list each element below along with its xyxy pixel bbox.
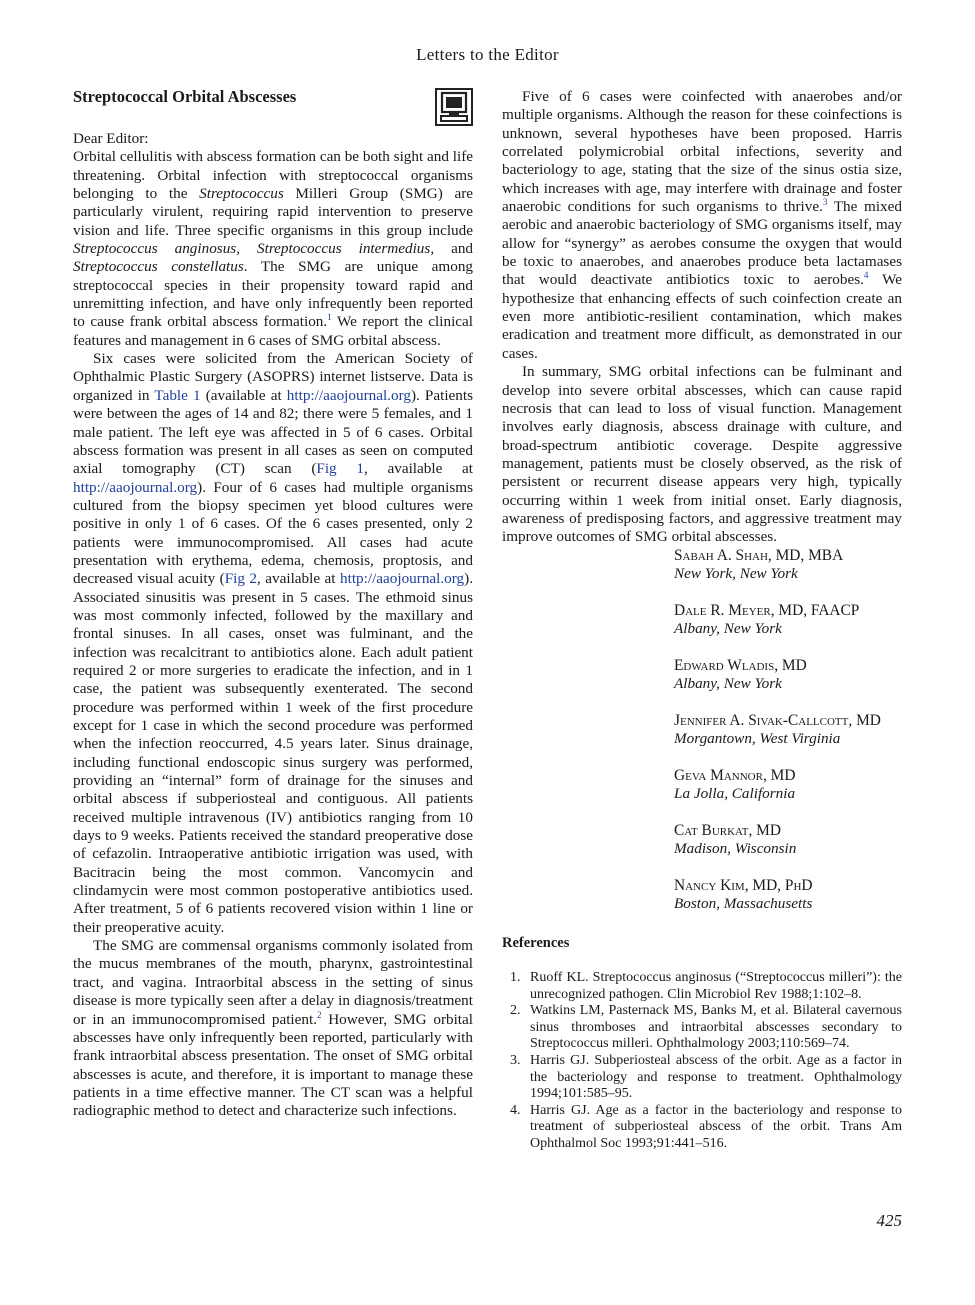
signature: [674, 767, 902, 804]
reference-item: [502, 1053, 902, 1103]
reference-number: 3.: [510, 1053, 521, 1069]
references-heading: References: [502, 934, 570, 951]
author-name: Sabah A. Shah, MD, MBA: [674, 546, 844, 564]
p4-text-1: Five of 6 cases were coinfected with anaerobes and/or multiple organisms. Although the reason for these coinfections is unknown, several hypotheses have been proposed. Harris correlated polymicrobial orbital infections, severity and bacteriology to age, stating that the size of the sinus ostia size, which increases with age, may interfere with drainage and foster anaerobic conditions for such organisms to thrive.: [502, 88, 902, 216]
citation-1[interactable]: 1: [327, 312, 332, 323]
signature: [674, 822, 902, 859]
signature: [674, 547, 902, 584]
author-location: Boston, Massachusetts: [674, 895, 813, 913]
author-name: Edward Wladis, MD: [674, 656, 807, 674]
signature-block: [674, 547, 902, 914]
p1-text-1: Orbital cellulitis with abscess formation can be both sight and life threatening. Orbital infection with streptococcal organisms belonging to the: [73, 148, 473, 203]
signature: [674, 602, 902, 639]
p2-text-4: , available at: [363, 460, 474, 478]
reference-text: Harris GJ. Subperiosteal abscess of the orbit. Age as a factor in the bacteriology and response to treatment. Ophthalmology 1994;101:585–95.: [530, 1053, 902, 1102]
p1-text-6: We report the clinical features and management in 6 cases of SMG orbital abscess.: [73, 313, 473, 349]
reference-list: [502, 970, 902, 1153]
p1-text-4: , and: [430, 240, 474, 258]
p2-text-1: Six cases were solicited from the American Society of Ophthalmic Plastic Surgery (ASOPRS) internet listserve. Data is organized in: [73, 350, 473, 404]
reference-number: 1.: [510, 970, 521, 986]
p1-italic-3: Streptococcus intermedius: [257, 240, 431, 258]
author-location: La Jolla, California: [674, 785, 796, 803]
p1-italic-2: Streptococcus anginosus: [73, 240, 237, 258]
left-column: [73, 88, 473, 1121]
reference-number: 4.: [510, 1102, 521, 1118]
p2-text-7: ). Associated sinusitis was present in 5 cases. The ethmoid sinus was most commonly infected, followed by the maxillary and frontal sinuses. In all cases, onset was fulminant, and the infection was recalcitrant to antibiotics alone. Each adult patient required 2 or more surgeries to eradicate the infection, and in 1 case, the patient was subsequently exenterated. The second procedure was performed within 1 week of the first procedure except for 1 case in which the second procedure was performed when the infection reoccurred, 4.5 years later. Sinus drainage, including functional endoscopic sinus surgery was performed, providing an “internal” form of drainage for the sinuses and orbital abscess if subperiosteal and contiguous. All patients received multiple intravenous (IV) antibiotics ranging from 10 days to 9 weeks. Patients received the standard preoperative dose of cefazolin. Intraoperative antibiotic irrigation was used, with Bacitracin being the most common. Vancomycin and clindamycin were most common postoperative antibiotics used. After treatment, 5 of 6 patients recovered vision within 1 line or their preoperative acuity.: [73, 570, 474, 936]
author-name: Jennifer A. Sivak-Callcott, MD: [674, 711, 881, 729]
p4-text-3: We hypothesize that enhancing effects of such coinfection create an even more antibiotic-resilient contamination, which makes eradication and treatment more difficult, as demonstrated in our cases.: [502, 271, 903, 362]
p2-text-3: ). Patients were between the ages of 14 and 82; there were 5 females, and 1 male patient. The left eye was affected in 5 of 6 cases. Orbital abscess formation was present in all cases as seen on computed axial tomography (CT) scan (: [73, 386, 474, 478]
fig-2-link[interactable]: Fig 2: [224, 570, 258, 588]
reference-text: Watkins LM, Pasternack MS, Banks M, et al. Bilateral cavernous sinus thromboses and intraorbital abscesses secondary to Streptococcus milleri. Ophthalmology 2003;110:569–74.: [530, 1003, 902, 1052]
reference-item: [502, 1003, 902, 1053]
author-name: Dale R. Meyer, MD, FAACP: [674, 601, 860, 619]
reference-item: [502, 1103, 902, 1153]
citation-3[interactable]: 3: [822, 197, 828, 207]
paragraph-4: [502, 88, 902, 363]
paragraph-3: [73, 937, 473, 1120]
right-column: [502, 88, 902, 1153]
title-row: [73, 88, 473, 130]
citation-4[interactable]: 4: [863, 270, 869, 281]
p1-text-2: Milleri Group (SMG) are particularly virulent, requiring rapid intervention to preserve vision and life. Three specific organisms in this group include: [73, 185, 473, 239]
paragraph-5: In summary, SMG orbital infections can be fulminant and develop into severe orbital abscesses, which can cause rapid necrosis that can lead to loss of visual function. Management involves early diagnosis, abscess drainage with culture, and broad-spectrum antibiotic coverage. Despite aggressive management, patients must be closely observed, as the risk of persistent or recurrent disease appears very high, typically occurring within 1 week from initial onset. Early diagnosis, awareness of predisposing factors, and aggressive treatment may improve outcomes of SMG orbital abscesses.: [502, 363, 902, 546]
p1-text-3: ,: [236, 240, 257, 258]
reference-text: Harris GJ. Age as a factor in the bacteriology and response to treatment of subperiosteal abscess of the orbit. Trans Am Ophthalmol Soc 1993;91:441–516.: [530, 1102, 902, 1152]
signature: [674, 712, 902, 749]
table-1-link[interactable]: Table 1: [154, 386, 201, 404]
citation-2[interactable]: 2: [317, 1009, 322, 1020]
journal-url-link[interactable]: http://aaojournal.org: [73, 478, 198, 496]
p3-text-1: The SMG are commensal organisms commonly isolated from the mucus membranes of the mouth, pharynx, gastrointestinal tract, and vagina. Intraorbital abscess in the setting of sinus disease is more typically seen after a delay in diagnosis/treatment or in an immunocompromised patient.: [73, 937, 473, 1028]
p4-text-2: The mixed aerobic and anaerobic bacteriology of SMG organisms itself, may allow for “synergy” as aerobes consume the oxygen that would be toxic to anaerobes, and anaerobes produce beta lactamases that would deactivate antibiotics toxic to aerobes.: [502, 198, 902, 289]
p1-italic-4: Streptococcus constellatus: [73, 258, 244, 276]
author-location: Morgantown, West Virginia: [674, 730, 841, 748]
salutation: Dear Editor:: [73, 130, 149, 147]
signature: [674, 657, 902, 694]
page-number: 425: [876, 1211, 902, 1230]
p1-italic-1: Streptococcus: [199, 185, 284, 203]
reference-item: [502, 970, 902, 1003]
running-head: Letters to the Editor: [416, 45, 559, 64]
paragraph-2: [73, 350, 473, 937]
author-name: Cat Burkat, MD: [674, 821, 781, 839]
p2-text-5: ). Four of 6 cases had multiple organisms cultured from the biopsy specimen yet blood cultures were positive in only 1 of 6 cases. Of the 6 cases presented, only 2 patients were immunocompromised. All cases had acute presentation with erythema, edema, chemosis, proptosis, and decreased visual acuity (: [73, 478, 473, 588]
author-location: Madison, Wisconsin: [674, 840, 797, 858]
signature: [674, 877, 902, 914]
p3-text-2: However, SMG orbital abscesses have only infrequently been reported, particularly with frank intraorbital abscess presentation. The onset of SMG orbital abscesses is acute, and therefore, it is important to manage these patients in a time effective manner. The CT scan was a helpful radiographic method to detect and characterize such infections.: [73, 1010, 473, 1120]
author-name: Geva Mannor, MD: [674, 766, 796, 784]
computer-monitor-icon[interactable]: [435, 88, 473, 126]
author-location: Albany, New York: [674, 620, 782, 638]
author-location: Albany, New York: [674, 675, 782, 693]
p1-text-5: . The SMG are unique among streptococcal species in their propensity toward rapid and unremitting infection, and have only infrequently been reported to cause frank orbital abscess formation.: [73, 258, 474, 331]
journal-url-link[interactable]: http://aaojournal.org: [340, 570, 465, 588]
journal-url-link[interactable]: http://aaojournal.org: [286, 386, 411, 404]
paragraph-1: [73, 148, 473, 350]
p2-text-2: (available at: [200, 386, 287, 404]
reference-number: 2.: [510, 1003, 521, 1019]
p2-text-6: , available at: [257, 570, 340, 588]
fig-1-link[interactable]: Fig 1: [316, 460, 364, 478]
reference-text: Ruoff KL. Streptococcus anginosus (“Streptococcus milleri”): the unrecognized pathogen. Clin Microbiol Rev 1988;1:102–8.: [530, 970, 902, 1002]
author-name: Nancy Kim, MD, PhD: [674, 877, 813, 895]
author-location: New York, New York: [674, 564, 798, 582]
article-title: Streptococcal Orbital Abscesses: [73, 87, 297, 106]
